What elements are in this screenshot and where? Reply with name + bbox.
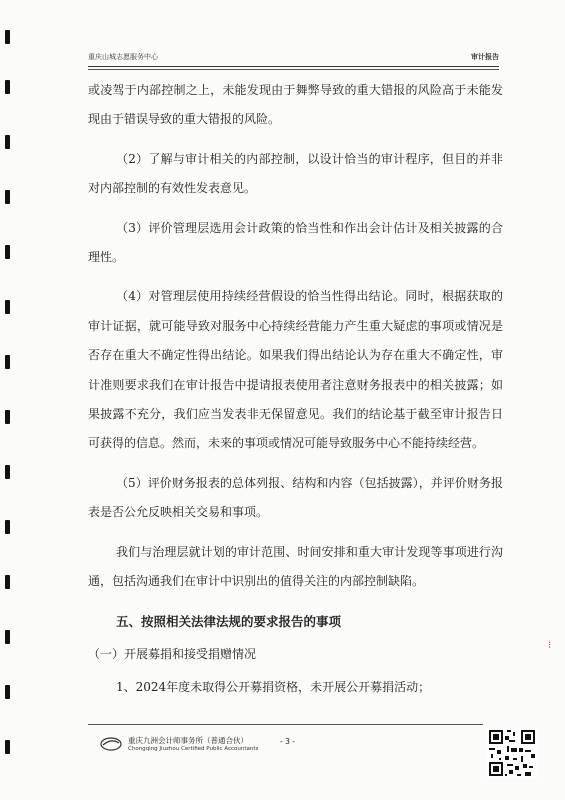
binding-mark [5, 135, 10, 149]
binding-mark [5, 355, 10, 369]
qr-code-icon [487, 728, 537, 778]
header-rule-thin [88, 69, 499, 70]
binding-mark [5, 630, 10, 644]
binding-mark [5, 685, 10, 699]
binding-mark [5, 80, 10, 94]
paragraph: 或凌驾于内部控制之上，未能发现由于舞弊导致的重大错报的风险高于未能发现由于错误导致的重大错报的风险。 [88, 83, 503, 127]
list-item: 1、2024年度未取得公开募捐资格，未开展公开募捐活动； [116, 680, 431, 695]
section-title: 五、按照相关法律法规的要求报告的事项 [116, 613, 342, 629]
binding-mark [5, 465, 10, 479]
binding-mark [5, 740, 10, 754]
paragraph: 我们与治理层就计划的审计范围、时间安排和重大审计发现等事项进行沟通，包括沟通我们在审计中识别出的值得关注的内部控制缺陷。 [88, 544, 503, 589]
body-text [88, 76, 503, 703]
binding-mark [5, 410, 10, 424]
page-header [88, 50, 499, 64]
page-number: - 3 - [280, 737, 295, 746]
firm-name-cn: 重庆九洲会计师事务所（普通合伙） [128, 736, 248, 745]
paragraph: （4）对管理层使用持续经营假设的恰当性得出结论。同时，根据获取的审计证据，就可能导致对服务中心持续经营能力产生重大疑虑的事项或情况是否存在重大不确定性得出结论。如果我们得出结论认为存在重大不确定性，审计准则要求我们在审计报告中提请报表使用者注意财务报表中的相关披露；如果披露不充分，我们应当发表非无保留意见。我们的结论基于截至审计报告日可获得的信息。然而，未来的事项或情况可能导致服务中心不能持续经营。 [88, 289, 503, 451]
binding-mark [5, 575, 10, 589]
paragraph: （5）评价财务报表的总体列报、结构和内容（包括披露），并评价财务报表是否公允反映相关交易和事项。 [88, 475, 503, 520]
header-rule [88, 66, 499, 67]
binding-mark [5, 300, 10, 314]
firm-logo-icon [100, 736, 122, 752]
binding-mark [5, 30, 10, 44]
paragraph: （3）评价管理层选用会计政策的恰当性和作出会计估计及相关披露的合理性。 [88, 220, 503, 265]
header-org-name: 重庆山城志愿服务中心 [88, 53, 158, 61]
binding-mark [5, 520, 10, 534]
subsection-title: （一）开展募捐和接受捐赠情况 [88, 646, 257, 661]
header-doc-type: 审计报告 [471, 53, 499, 61]
paragraph: （2）了解与审计相关的内部控制，以设计恰当的审计程序，但目的并非对内部控制的有效性发表意见。 [88, 151, 503, 196]
margin-red-mark: ⁝ [548, 640, 552, 651]
binding-mark [5, 245, 10, 259]
binding-mark [5, 190, 10, 204]
firm-name-en: Chongqing Jiuzhou Certified Public Accountants [128, 746, 259, 752]
footer-rule [88, 724, 483, 725]
